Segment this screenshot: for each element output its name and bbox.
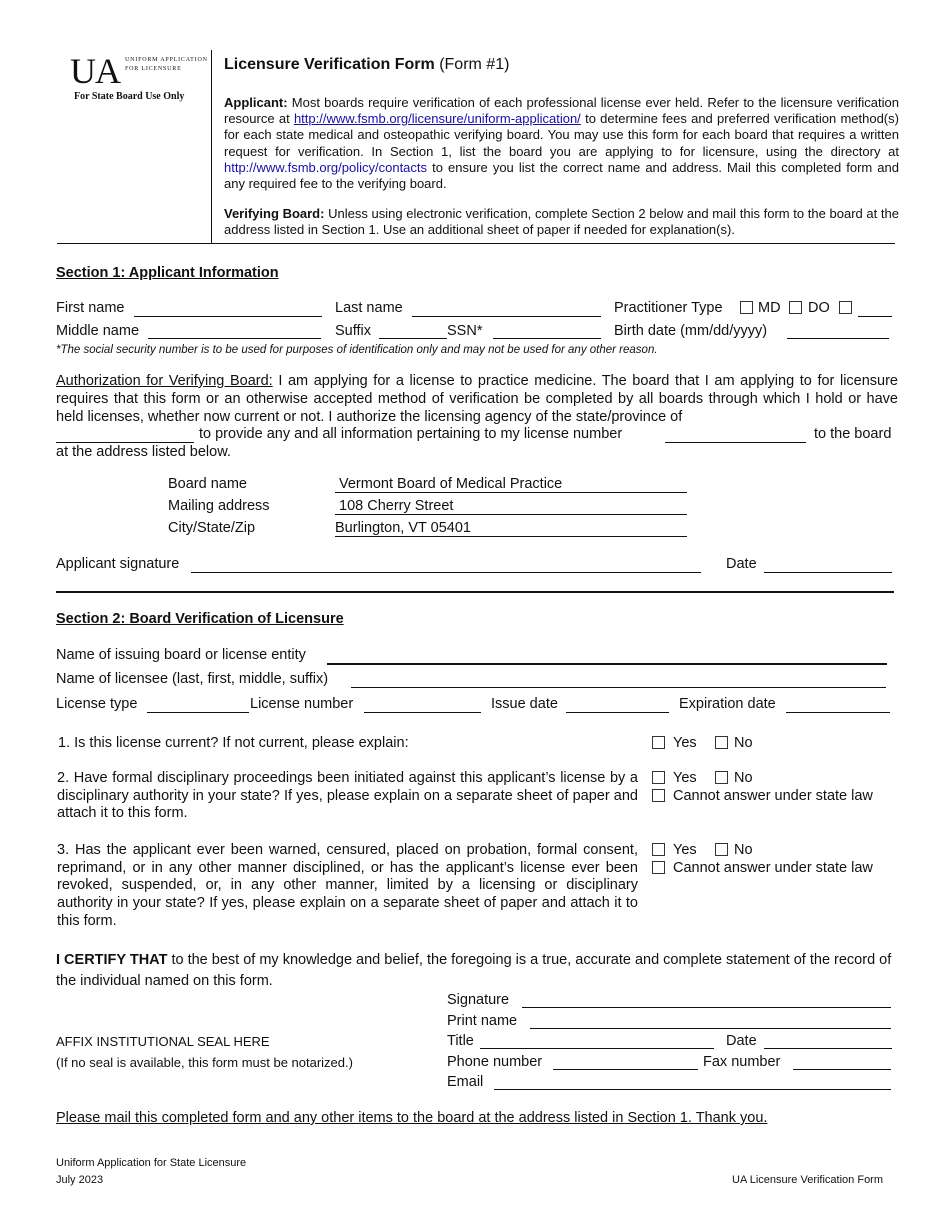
applicant-text-1: Most boards require verification of each professional license ever held. Refer to the licensure verification resource at xyxy=(224,95,899,127)
do-checkbox[interactable] xyxy=(789,301,802,314)
practitioner-type-label: Practitioner Type xyxy=(614,300,723,316)
seal-note: (If no seal is available, this form must be notarized.) xyxy=(56,1055,353,1070)
phone-number-label: Phone number xyxy=(447,1054,543,1070)
applicant-label: Applicant: xyxy=(224,95,288,110)
verifier-date-label: Date xyxy=(726,1033,757,1049)
ssn-label: SSN* xyxy=(447,323,483,339)
licensee-name-label: Name of licensee (last, first, middle, suffix) xyxy=(56,671,329,687)
email-label: Email xyxy=(447,1074,484,1090)
other-type-field[interactable] xyxy=(858,316,892,317)
print-name-field[interactable] xyxy=(530,1028,891,1029)
email-field[interactable] xyxy=(494,1089,891,1090)
authorization-paragraph xyxy=(56,372,898,426)
state-province-field[interactable] xyxy=(56,442,194,443)
logo-mark: UA xyxy=(70,51,120,91)
title-label: Title xyxy=(447,1033,474,1049)
seal-instruction: AFFIX INSTITUTIONAL SEAL HERE xyxy=(56,1034,270,1049)
city-state-zip-label: City/State/Zip xyxy=(168,520,256,536)
middle-name-label: Middle name xyxy=(56,323,140,339)
expiration-date-label: Expiration date xyxy=(679,696,776,712)
q3-yes-label: Yes xyxy=(673,842,697,858)
question-1: 1. Is this license current? If not current, please explain: xyxy=(58,735,409,751)
q3-cannot-answer-label: Cannot answer under state law xyxy=(673,860,873,876)
licensee-name-field[interactable] xyxy=(351,687,886,688)
middle-name-field[interactable] xyxy=(148,338,321,339)
issue-date-field[interactable] xyxy=(566,712,669,713)
first-name-label: First name xyxy=(56,300,125,316)
q2-cannot-answer-checkbox[interactable] xyxy=(652,789,665,802)
q1-yes-label: Yes xyxy=(673,735,697,751)
issuing-board-field[interactable] xyxy=(327,663,887,665)
applicant-text-2: to determine fees and preferred verification method(s) for each state medical and osteopathic verifying board. You may use this form for each board that requires a written request for verification. In Section 1, list the board you are applying to for licensure, using the directory at xyxy=(224,111,899,159)
section1-title: Section 1: Applicant Information xyxy=(56,265,279,281)
verifying-text: Unless using electronic verification, complete Section 2 below and mail this form to the board at the address listed in Section 1. Use an additional sheet of paper if needed for explanation(s). xyxy=(224,206,899,238)
header-bottom-rule xyxy=(57,243,895,244)
authorization-text-3: to the board xyxy=(814,426,892,442)
section-divider xyxy=(56,591,894,593)
license-type-field[interactable] xyxy=(147,712,249,713)
license-number-label: License number xyxy=(250,696,354,712)
board-name-value[interactable]: Vermont Board of Medical Practice xyxy=(339,476,563,492)
q2-yes-label: Yes xyxy=(673,770,697,786)
issue-date-label: Issue date xyxy=(491,696,558,712)
q2-yes-checkbox[interactable] xyxy=(652,771,665,784)
issuing-board-label: Name of issuing board or license entity xyxy=(56,647,306,663)
ssn-note: *The social security number is to be used for purposes of identification only and may not be used for any other reason. xyxy=(56,344,658,356)
license-number-field[interactable] xyxy=(364,712,481,713)
q3-no-checkbox[interactable] xyxy=(715,843,728,856)
license-type-label: License type xyxy=(56,696,138,712)
title-field[interactable] xyxy=(480,1048,714,1049)
q3-no-label: No xyxy=(734,842,753,858)
verifying-board-instructions xyxy=(224,206,899,238)
q1-yes-checkbox[interactable] xyxy=(652,736,665,749)
question-3: 3. Has the applicant ever been warned, censured, placed on probation, formal consent, reprimand, or in any other manner disciplined, or has the applicant’s license ever been revoked, suspended, or, in any other manner, limited by a licensing or disciplinary authority in your state? If yes, please explain on a separate sheet of paper and attach it to this form. xyxy=(57,842,638,929)
state-board-label: For State Board Use Only xyxy=(74,91,185,102)
certify-text: to the best of my knowledge and belief, the foregoing is a true, accurate and complete statement of the record of the individual named on this form. xyxy=(56,952,892,989)
fax-number-label: Fax number xyxy=(703,1054,781,1070)
certify-bold: I CERTIFY THAT xyxy=(56,952,168,968)
section2-title: Section 2: Board Verification of Licensure xyxy=(56,611,344,627)
header-vertical-divider xyxy=(211,50,212,243)
board-name-underline xyxy=(335,492,687,493)
verifying-label: Verifying Board: xyxy=(224,206,325,221)
q2-no-checkbox[interactable] xyxy=(715,771,728,784)
footer-left-date: July 2023 xyxy=(56,1174,104,1186)
mailing-address-label: Mailing address xyxy=(168,498,270,514)
md-checkbox[interactable] xyxy=(740,301,753,314)
last-name-field[interactable] xyxy=(412,316,601,317)
authorization-text-2: to provide any and all information pertaining to my license number xyxy=(199,426,623,442)
certify-statement xyxy=(56,950,898,992)
last-name-label: Last name xyxy=(335,300,403,316)
other-type-checkbox[interactable] xyxy=(839,301,852,314)
do-label: DO xyxy=(808,300,830,316)
city-state-zip-value[interactable]: Burlington, VT 05401 xyxy=(335,520,471,536)
board-name-label: Board name xyxy=(168,476,247,492)
birth-date-label: Birth date (mm/dd/yyyy) xyxy=(614,323,768,339)
fsmb-contacts-link[interactable]: http://www.fsmb.org/policy/contacts xyxy=(224,159,428,175)
city-state-zip-underline xyxy=(335,536,687,537)
form-title xyxy=(224,56,509,74)
verifier-signature-label: Signature xyxy=(447,992,510,1008)
authorization-text-4: at the address listed below. xyxy=(56,444,231,460)
question-2: 2. Have formal disciplinary proceedings been initiated against this applicant’s license by a disciplinary authority in your state? If yes, please explain on a separate sheet of paper and attach it to this form. xyxy=(57,770,638,822)
q1-no-checkbox[interactable] xyxy=(715,736,728,749)
applicant-date-label: Date xyxy=(726,556,757,572)
logo-line2: FOR LICENSURE xyxy=(125,66,182,72)
verifier-date-field[interactable] xyxy=(764,1048,892,1049)
md-label: MD xyxy=(758,300,781,316)
q1-no-label: No xyxy=(734,735,753,751)
verifier-signature-field[interactable] xyxy=(522,1007,891,1008)
applicant-instructions xyxy=(224,95,899,192)
fax-number-field[interactable] xyxy=(793,1069,891,1070)
fsmb-application-link[interactable]: http://www.fsmb.org/licensure/uniform-application/ xyxy=(293,111,581,127)
phone-number-field[interactable] xyxy=(553,1069,698,1070)
q2-cannot-answer-label: Cannot answer under state law xyxy=(673,788,873,804)
q3-cannot-answer-checkbox[interactable] xyxy=(652,861,665,874)
q3-yes-checkbox[interactable] xyxy=(652,843,665,856)
mail-instruction: Please mail this completed form and any other items to the board at the address listed in Section 1. Thank you. xyxy=(56,1110,768,1126)
footer-right-title: UA Licensure Verification Form xyxy=(732,1174,884,1186)
mailing-address-value[interactable]: 108 Cherry Street xyxy=(339,498,454,514)
first-name-field[interactable] xyxy=(134,316,322,317)
applicant-text-3: to ensure you list the correct name and address. Mail this completed form and any required fee to the verifying board. xyxy=(224,159,899,192)
applicant-signature-field[interactable] xyxy=(191,572,701,573)
expiration-date-field[interactable] xyxy=(786,712,890,713)
authorization-text-1: I am applying for a license to practice medicine. The board that I am applying to for licensure requires that this form or an otherwise accepted method of verification be completed by all boards through which I hold or have held licenses, whether now current or not. I authorize the licensing agency of the state/province of xyxy=(56,373,899,425)
license-number-authorization-field[interactable] xyxy=(665,442,806,443)
print-name-label: Print name xyxy=(447,1013,518,1029)
applicant-signature-label: Applicant signature xyxy=(56,556,180,572)
ssn-field[interactable] xyxy=(493,338,601,339)
q2-no-label: No xyxy=(734,770,753,786)
suffix-field[interactable] xyxy=(379,338,447,339)
authorization-label: Authorization for Verifying Board: xyxy=(56,373,273,389)
birth-date-field[interactable] xyxy=(787,338,889,339)
logo xyxy=(70,50,210,105)
form-title-text: Licensure Verification Form xyxy=(224,56,435,73)
footer-left-title: Uniform Application for State Licensure xyxy=(56,1157,247,1169)
applicant-date-field[interactable] xyxy=(764,572,892,573)
suffix-label: Suffix xyxy=(335,323,372,339)
mailing-address-underline xyxy=(335,514,687,515)
form-number: (Form #1) xyxy=(439,56,510,73)
logo-line1: UNIFORM APPLICATION xyxy=(125,57,208,63)
